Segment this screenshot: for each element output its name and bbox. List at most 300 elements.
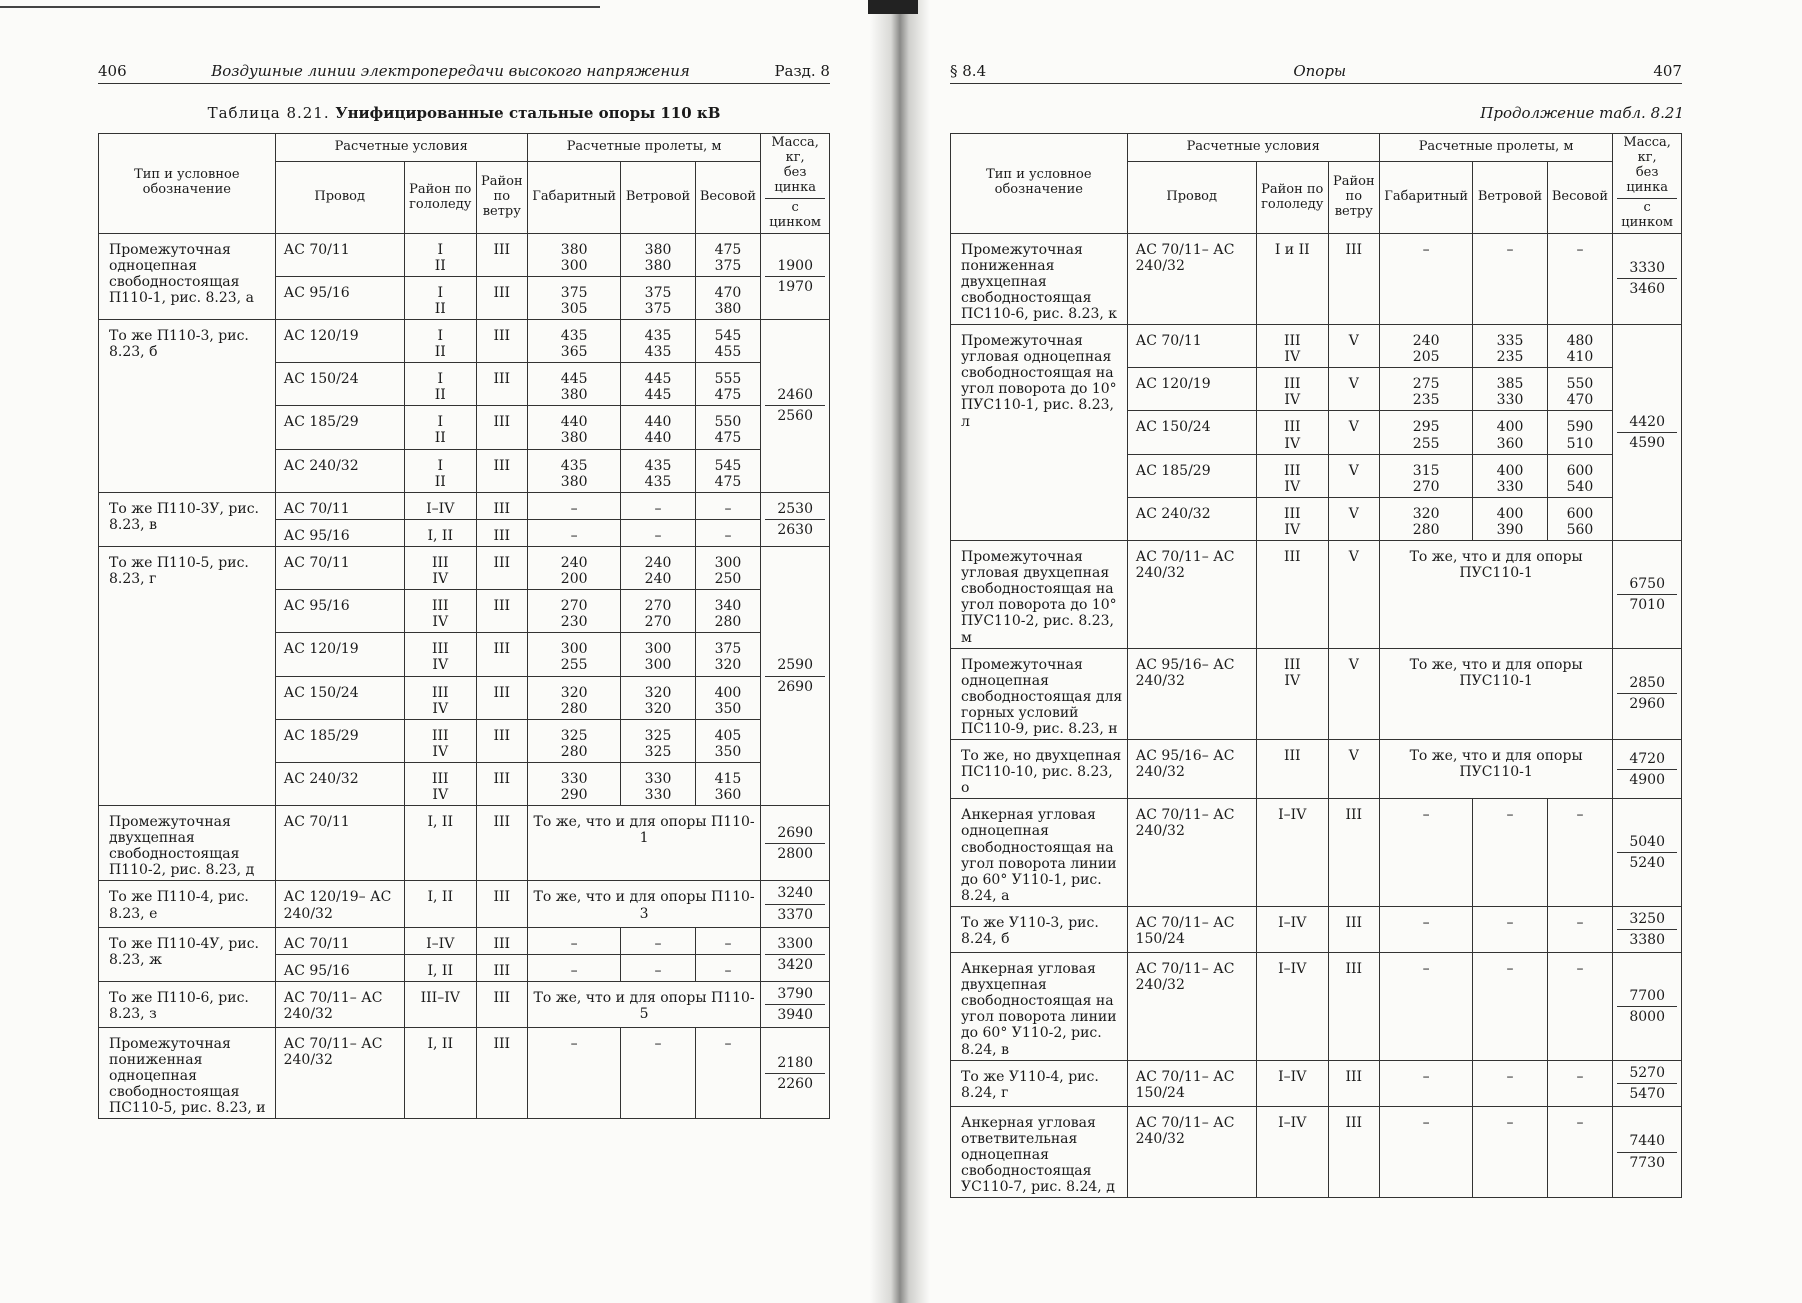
wind-region: III (1328, 1060, 1379, 1106)
cell-value: – (724, 527, 732, 544)
ice-region (1256, 325, 1328, 368)
mass-zinc: 4590 (1629, 435, 1665, 452)
cell-value: I (437, 284, 444, 301)
cell-value: IV (432, 657, 449, 674)
wind-region: III (476, 719, 527, 762)
mass-zinc-label: с цинком (769, 199, 822, 230)
ice-region (1256, 799, 1328, 907)
ice-region (404, 927, 476, 954)
cell-value: 320 (644, 684, 672, 701)
book-gutter (870, 0, 930, 1303)
cell-value: 350 (714, 743, 742, 760)
wind-region: III (476, 954, 527, 981)
wire-type: АС 95/16 (275, 519, 404, 546)
mass-value (1613, 953, 1682, 1061)
ice-region (1256, 1106, 1328, 1197)
right-spec-table (950, 133, 1682, 1198)
wind-span (621, 449, 695, 492)
ice-region (404, 590, 476, 633)
cell-value: – (724, 1036, 732, 1052)
wire-type: АС 70/11– АС 240/32 (1127, 953, 1256, 1061)
table-row (99, 981, 830, 1027)
cell-value: – (570, 962, 578, 979)
cell-value: III (1283, 333, 1301, 350)
weight-span (1547, 454, 1613, 497)
page-number: 406 (98, 62, 127, 80)
wind-span (1473, 368, 1547, 411)
wire-type: АС 70/11– АС 240/32 (1127, 1106, 1256, 1197)
cell-value: 375 (644, 284, 672, 301)
gabarit-span (527, 546, 621, 589)
cell-value: III (431, 641, 449, 658)
header-ice-region: Район по гололеду (404, 162, 476, 233)
wind-span (1473, 497, 1547, 540)
wire-type: АС 240/32 (275, 762, 404, 805)
wire-type: АС 185/29 (275, 719, 404, 762)
cell-value: II (434, 257, 446, 274)
mass-no-zinc: 7700 (1617, 988, 1677, 1007)
mass-value (1613, 1060, 1682, 1106)
cell-value: IV (1284, 392, 1301, 409)
cell-value: 445 (560, 371, 588, 388)
support-type: Промежуточная пониженная одноцепная свободностоящая ПС110-5, рис. 8.23, и (99, 1028, 276, 1119)
cell-value: 380 (560, 430, 588, 447)
cell-value: II (434, 300, 446, 317)
cell-value: 400 (1496, 462, 1524, 479)
cell-value: I, II (427, 889, 453, 906)
wind-span (621, 590, 695, 633)
span-note: То же, что и для опоры ПУС110-1 (1379, 648, 1612, 739)
wind-region: III (476, 590, 527, 633)
gabarit-span (527, 927, 621, 954)
cell-value: 435 (644, 328, 672, 344)
weight-span (695, 676, 761, 719)
cell-value: 510 (1566, 435, 1594, 452)
wind-region: III (1328, 1106, 1379, 1197)
gabarit-span (1379, 1106, 1473, 1197)
mass-no-zinc: 3250 (1617, 911, 1677, 930)
section-label: § 8.4 (950, 62, 987, 80)
support-type: То же П110-5, рис. 8.23, г (99, 546, 276, 805)
cell-value: 590 (1566, 419, 1594, 436)
wind-region: III (476, 633, 527, 676)
cell-value: – (654, 1036, 662, 1052)
cell-value: 390 (1496, 521, 1524, 538)
cell-value: 250 (714, 571, 742, 588)
gabarit-span (1379, 953, 1473, 1061)
cell-value: III (1283, 748, 1301, 765)
wire-type: АС 70/11 (275, 806, 404, 881)
cell-value: – (724, 935, 732, 952)
mass-no-zinc: 3330 (1617, 260, 1677, 279)
weight-span (1547, 368, 1613, 411)
cell-value: 315 (1412, 462, 1440, 479)
header-wind-span: Ветровой (621, 162, 695, 233)
mass-zinc: 4900 (1629, 771, 1665, 788)
mass-label: Масса, кг, (1623, 135, 1671, 165)
cell-value: 435 (644, 457, 672, 474)
wire-type: АС 95/16– АС 240/32 (1127, 648, 1256, 739)
cell-value: III (1283, 419, 1301, 436)
cell-value: 405 (714, 727, 742, 744)
cell-value: – (1576, 914, 1584, 931)
support-type: То же П110-4, рис. 8.23, е (99, 881, 276, 927)
wind-span (621, 927, 695, 954)
mass-no-zinc: 3300 (765, 936, 825, 955)
gabarit-span (527, 320, 621, 363)
mass-value (761, 233, 830, 319)
ice-region (404, 519, 476, 546)
cell-value: 320 (644, 700, 672, 717)
header-weight-span: Весовой (1547, 162, 1613, 233)
cell-value: I–IV (1278, 914, 1307, 931)
gabarit-span (527, 233, 621, 276)
weight-span (695, 546, 761, 589)
table-row (951, 906, 1682, 952)
cell-value: – (570, 527, 578, 544)
wind-region: III (476, 676, 527, 719)
cell-value: II (434, 430, 446, 447)
mass-value (761, 492, 830, 546)
gabarit-span (527, 363, 621, 406)
wind-span (1473, 411, 1547, 454)
running-title: Опоры (1293, 62, 1347, 80)
ice-region (404, 762, 476, 805)
weight-span (1547, 411, 1613, 454)
cell-value: 360 (1496, 435, 1524, 452)
mass-no-zinc: 2590 (765, 657, 825, 676)
cell-value: 325 (644, 727, 672, 744)
cell-value: I, II (427, 1036, 453, 1052)
wind-region: III (476, 881, 527, 927)
cell-value: 325 (560, 727, 588, 744)
cell-value: I (437, 457, 444, 474)
cell-value: 380 (644, 241, 672, 258)
mass-no-zinc: 3790 (765, 986, 825, 1005)
wind-span (1473, 1060, 1547, 1106)
weight-span (695, 363, 761, 406)
wire-type: АС 120/19 (275, 320, 404, 363)
table-row (99, 233, 830, 276)
cell-value: 325 (644, 743, 672, 760)
table-row (951, 541, 1682, 649)
cell-value: III (1283, 376, 1301, 393)
support-type: То же, но двухцепная ПС110-10, рис. 8.23, о (951, 740, 1128, 799)
cell-value: – (654, 935, 662, 952)
wire-type: АС 70/11– АС 150/24 (1127, 1060, 1256, 1106)
cell-value: III (431, 684, 449, 701)
cell-value: 375 (560, 284, 588, 301)
cell-value: 375 (714, 257, 742, 274)
ice-region (1256, 953, 1328, 1061)
cell-value: 435 (560, 328, 588, 344)
cell-value: 240 (560, 554, 588, 571)
support-type: Промежуточная одноцепная свободностоящая П110-1, рис. 8.23, а (99, 233, 276, 319)
binding-mark (868, 0, 918, 14)
cell-value: 240 (644, 554, 672, 571)
mass-value (761, 806, 830, 881)
ice-region (404, 406, 476, 449)
wire-type: АС 95/16 (275, 590, 404, 633)
cell-value: 470 (714, 284, 742, 301)
weight-span (695, 519, 761, 546)
mass-zinc-label: с цинком (1621, 199, 1674, 230)
cell-value: – (1506, 807, 1514, 824)
wire-type: АС 150/24 (275, 676, 404, 719)
support-type: То же У110-4, рис. 8.24, г (951, 1060, 1128, 1106)
cell-value: 270 (1412, 478, 1440, 495)
weight-span (695, 927, 761, 954)
span-note: То же, что и для опоры П110-3 (527, 881, 760, 927)
cell-value: 545 (714, 328, 742, 344)
support-type: Промежуточная угловая одноцепная свободностоящая на угол поворота до 10° ПУС110-1, рис. 8.23, л (951, 325, 1128, 541)
mass-no-zinc: 2180 (765, 1055, 825, 1074)
wind-region: III (476, 363, 527, 406)
wire-type: АС 240/32 (275, 449, 404, 492)
header-wire: Провод (275, 162, 404, 233)
cell-value: I (437, 241, 444, 258)
cell-value: 475 (714, 473, 742, 490)
header-wind-region: Район по ветру (1328, 162, 1379, 233)
support-type: Анкерная угловая одноцепная свободностоящая на угол поворота линии до 60° У110-1, рис. 8.24, а (951, 799, 1128, 907)
mass-zinc: 5240 (1629, 855, 1665, 872)
support-type: Анкерная угловая двухцепная свободностоящая на угол поворота линии до 60° У110-2, рис. 8.24, в (951, 953, 1128, 1061)
cell-value: – (654, 527, 662, 544)
wind-region: V (1328, 411, 1379, 454)
right-running-head (950, 62, 1682, 84)
ice-region (404, 233, 476, 276)
ice-region (1256, 541, 1328, 649)
wind-span (621, 633, 695, 676)
wind-span (1473, 953, 1547, 1061)
support-type: То же У110-3, рис. 8.24, б (951, 906, 1128, 952)
weight-span (695, 590, 761, 633)
header-mass (761, 134, 830, 234)
cell-value: – (1506, 241, 1514, 258)
header-design-spans: Расчетные пролеты, м (1379, 134, 1612, 162)
ice-region (1256, 1060, 1328, 1106)
ice-region (404, 954, 476, 981)
cell-value: 440 (560, 414, 588, 431)
ice-region (404, 546, 476, 589)
cell-value: 555 (714, 371, 742, 388)
table-row (99, 881, 830, 927)
mass-zinc: 3370 (777, 906, 813, 923)
cell-value: 270 (644, 614, 672, 631)
cell-value: 365 (560, 344, 588, 361)
cell-value: 295 (1412, 419, 1440, 436)
wind-region: V (1328, 325, 1379, 368)
mass-value (761, 927, 830, 981)
weight-span (695, 276, 761, 319)
mass-zinc: 2800 (777, 845, 813, 862)
weight-span (695, 762, 761, 805)
weight-span (695, 406, 761, 449)
ice-region (1256, 497, 1328, 540)
wind-span (1473, 906, 1547, 952)
mass-no-zinc: 6750 (1617, 576, 1677, 595)
cell-value: IV (432, 614, 449, 631)
gabarit-span (1379, 411, 1473, 454)
cell-value: I и II (1274, 241, 1310, 258)
cell-value: III (431, 727, 449, 744)
gabarit-span (527, 954, 621, 981)
cell-value: 550 (1566, 376, 1594, 393)
cell-value: 435 (644, 473, 672, 490)
weight-span (1547, 953, 1613, 1061)
wind-span (621, 320, 695, 363)
gabarit-span (527, 276, 621, 319)
cell-value: 330 (1496, 478, 1524, 495)
header-wire: Провод (1127, 162, 1256, 233)
cell-value: – (1422, 241, 1430, 258)
cell-value: IV (1284, 478, 1301, 495)
support-type: Промежуточная угловая двухцепная свободностоящая на угол поворота до 10° ПУС110-2, рис. 8.23, м (951, 541, 1128, 649)
cell-value: 470 (1566, 392, 1594, 409)
mass-zinc: 2960 (1629, 696, 1665, 713)
wire-type: АС 120/19– АС 240/32 (275, 881, 404, 927)
weight-span (695, 633, 761, 676)
cell-value: 380 (714, 300, 742, 317)
cell-value: 320 (714, 657, 742, 674)
cell-value: III (431, 598, 449, 615)
support-type: То же П110-4У, рис. 8.23, ж (99, 927, 276, 981)
cell-value: 305 (560, 300, 588, 317)
gabarit-span (1379, 325, 1473, 368)
wind-region: V (1328, 368, 1379, 411)
cell-value: – (654, 962, 662, 979)
mass-value (1613, 740, 1682, 799)
cell-value: 320 (1412, 505, 1440, 522)
cell-value: IV (1284, 672, 1301, 689)
mass-zinc: 7010 (1629, 596, 1665, 613)
ice-region (404, 719, 476, 762)
cell-value: 475 (714, 241, 742, 258)
header-wind-region: Район по ветру (476, 162, 527, 233)
cell-value: 415 (714, 770, 742, 787)
cell-value: – (654, 500, 662, 517)
gabarit-span (1379, 233, 1473, 324)
mass-zinc: 8000 (1629, 1008, 1665, 1025)
cell-value: – (570, 1036, 578, 1052)
ice-region (1256, 740, 1328, 799)
ice-region (404, 633, 476, 676)
wire-type: АС 70/11 (275, 546, 404, 589)
cell-value: 400 (1496, 419, 1524, 436)
cell-value: 205 (1412, 349, 1440, 366)
cell-value: 330 (644, 786, 672, 803)
cell-value: 200 (560, 571, 588, 588)
cell-value: IV (432, 700, 449, 717)
mass-value (1613, 906, 1682, 952)
support-type: Промежуточная двухцепная свободностоящая П110-2, рис. 8.23, д (99, 806, 276, 881)
cell-value: 400 (1496, 505, 1524, 522)
cell-value: I–IV (426, 935, 455, 952)
mass-zinc: 2260 (777, 1075, 813, 1092)
wind-region: III (1328, 799, 1379, 907)
cell-value: 330 (560, 770, 588, 787)
weight-span (1547, 497, 1613, 540)
wind-span (621, 546, 695, 589)
ice-region (404, 981, 476, 1027)
header-weight-span: Весовой (695, 162, 761, 233)
wind-span (1473, 233, 1547, 324)
cell-value: II (434, 387, 446, 404)
wire-type: АС 185/29 (1127, 454, 1256, 497)
support-type: То же П110-3У, рис. 8.23, в (99, 492, 276, 546)
wire-type: АС 150/24 (1127, 411, 1256, 454)
cell-value: IV (1284, 435, 1301, 452)
cell-value: 410 (1566, 349, 1594, 366)
header-ice-region: Район по гололеду (1256, 162, 1328, 233)
cell-value: 435 (644, 344, 672, 361)
weight-span (695, 233, 761, 276)
table-label: Таблица 8.21. (207, 104, 330, 122)
mass-no-zinc: 2690 (765, 825, 825, 844)
cell-value: 375 (714, 641, 742, 658)
continuation-note: Продолжение табл. 8.21 (1480, 104, 1684, 122)
mass-zinc: 7730 (1629, 1154, 1665, 1171)
cell-value: 475 (714, 430, 742, 447)
cell-value: 335 (1496, 333, 1524, 350)
wind-region: III (476, 492, 527, 519)
wind-span (621, 363, 695, 406)
table-caption (98, 104, 830, 122)
wire-type: АС 150/24 (275, 363, 404, 406)
span-note: То же, что и для опоры ПУС110-1 (1379, 541, 1612, 649)
cell-value: III (1283, 462, 1301, 479)
cell-value: II (434, 344, 446, 361)
cell-value: III (1283, 656, 1301, 673)
ice-region (404, 1028, 476, 1119)
cell-value: I (437, 371, 444, 388)
wind-region: III (476, 406, 527, 449)
wind-region: V (1328, 648, 1379, 739)
table-row (951, 799, 1682, 907)
cell-value: 340 (714, 598, 742, 615)
header-gabarit: Габаритный (1379, 162, 1473, 233)
gabarit-span (1379, 799, 1473, 907)
mass-zinc: 5470 (1629, 1085, 1665, 1102)
mass-zinc: 3460 (1629, 281, 1665, 298)
wire-type: АС 95/16 (275, 276, 404, 319)
mass-value (1613, 325, 1682, 541)
wire-type: АС 70/11 (275, 492, 404, 519)
gabarit-span (527, 492, 621, 519)
cell-value: 255 (560, 657, 588, 674)
cell-value: 380 (560, 241, 588, 258)
header-mass (1613, 134, 1682, 234)
mass-zinc: 3380 (1629, 932, 1665, 948)
wind-region: III (476, 927, 527, 954)
support-type: Промежуточная одноцепная свободностоящая для горных условий ПС110-9, рис. 8.23, н (951, 648, 1128, 739)
header-design-conditions: Расчетные условия (1127, 134, 1379, 162)
wind-region: III (1328, 953, 1379, 1061)
cell-value: – (724, 500, 732, 517)
support-type: То же П110-3, рис. 8.23, б (99, 320, 276, 493)
cell-value: 400 (714, 684, 742, 701)
wind-span (621, 676, 695, 719)
wind-region: III (476, 449, 527, 492)
header-type: Тип и условное обозначение (99, 134, 276, 234)
wind-span (621, 719, 695, 762)
cell-value: 445 (644, 371, 672, 388)
cell-value: – (1506, 914, 1514, 931)
cell-value: I–IV (1278, 807, 1307, 824)
cell-value: I (437, 414, 444, 431)
cell-value: – (570, 500, 578, 517)
mass-value (761, 546, 830, 805)
